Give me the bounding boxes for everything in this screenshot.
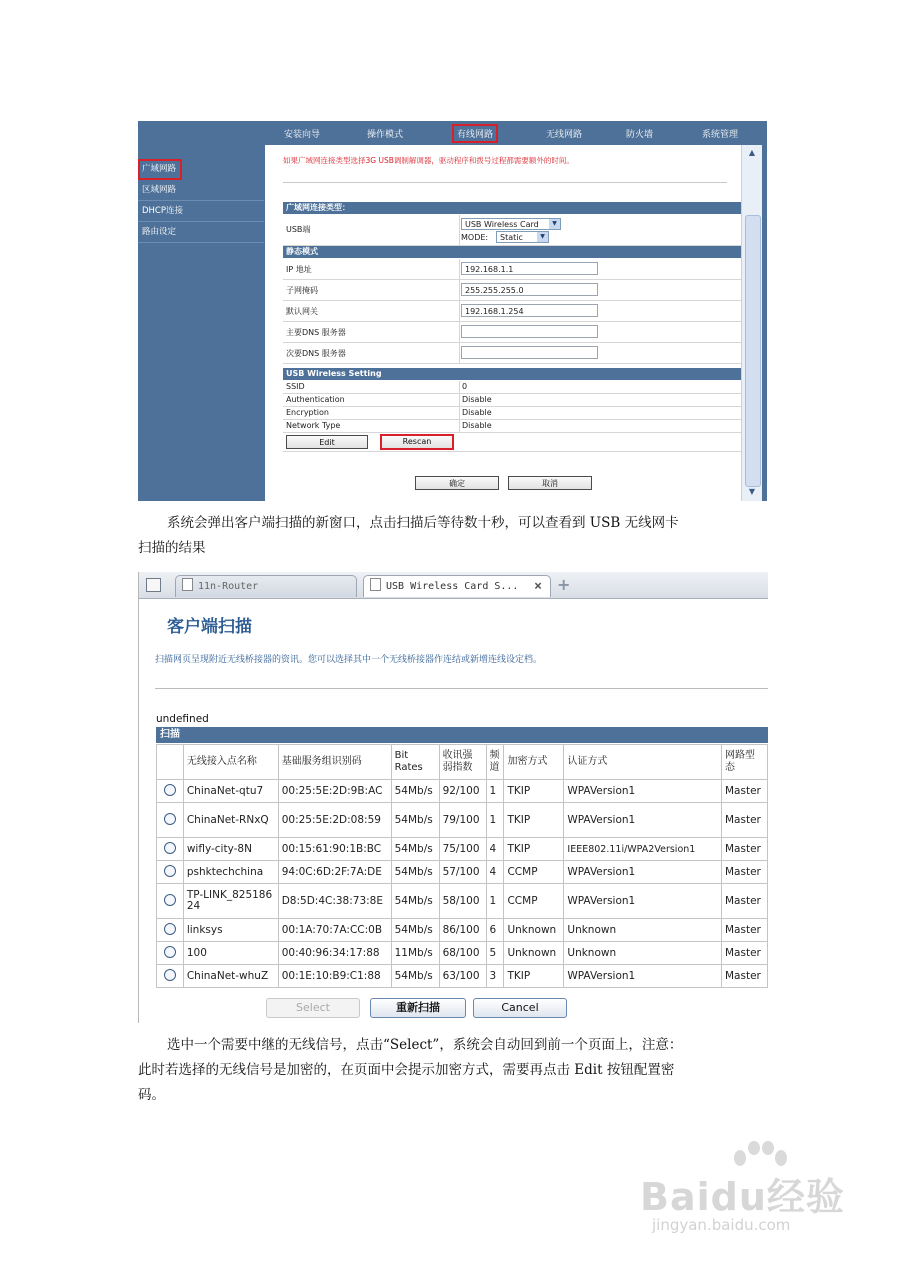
tab-router-title: 11n-Router <box>198 581 259 592</box>
tab-router[interactable] <box>175 575 357 597</box>
cell-bssid: 00:1E:10:B9:C1:88 <box>278 965 391 988</box>
ssid-label: SSID <box>286 382 305 391</box>
ok-button[interactable]: 确定 <box>415 476 499 490</box>
sidebar-item-lan[interactable]: 区域网路 <box>138 180 264 201</box>
sidebar-item-dhcp[interactable]: DHCP连接 <box>138 201 264 222</box>
paragraph-2-line-2: 此时若选择的无线信号是加密的，在页面中会提示加密方式，需要再点击 Edit 按钮配置密 <box>138 1062 675 1078</box>
table-row[interactable] <box>157 838 768 861</box>
authentication-value: Disable <box>462 395 492 404</box>
cell-bssid: 00:15:61:90:1B:BC <box>278 838 391 861</box>
scroll-down-icon[interactable]: ▼ <box>748 487 756 496</box>
ssid-row <box>283 381 745 394</box>
usb-device-select[interactable] <box>461 218 561 230</box>
watermark-brand: Baidu经验 <box>640 1175 845 1219</box>
cell-signal: 58/100 <box>439 884 486 919</box>
nav-wired-network[interactable]: 有线网路 <box>452 124 498 143</box>
select-button[interactable]: Select <box>266 998 360 1018</box>
cell-encryption: TKIP <box>504 965 564 988</box>
mode-label: MODE: <box>461 233 489 242</box>
header-auth: 认证方式 <box>564 745 722 780</box>
table-row[interactable] <box>157 942 768 965</box>
cell-signal: 92/100 <box>439 780 486 803</box>
chevron-down-icon: ▼ <box>549 219 560 229</box>
rescan-button[interactable]: 重新扫描 <box>370 998 466 1018</box>
header-ssid: 无线接入点名称 <box>183 745 278 780</box>
cell-network-type: Master <box>721 884 767 919</box>
page-description: 扫描网页呈现附近无线桥接器的资讯。您可以选择其中一个无线桥接器作连结或新增连线设定档。 <box>155 655 543 665</box>
cell-rate: 54Mb/s <box>391 884 439 919</box>
cell-channel: 4 <box>486 861 504 884</box>
cell-rate: 11Mb/s <box>391 942 439 965</box>
gateway-input[interactable]: 192.168.1.254 <box>461 304 598 317</box>
network-type-row <box>283 420 745 433</box>
table-row[interactable] <box>157 861 768 884</box>
primary-dns-input[interactable] <box>461 325 598 338</box>
cell-bssid: 00:25:5E:2D:9B:AC <box>278 780 391 803</box>
cell-bssid: 00:25:5E:2D:08:59 <box>278 803 391 838</box>
gateway-row <box>283 301 745 322</box>
router-admin-screenshot <box>138 121 767 501</box>
cell-encryption: CCMP <box>504 884 564 919</box>
usb-port-row <box>283 215 745 246</box>
secondary-dns-label: 次要DNS 服务器 <box>286 349 346 358</box>
subnet-mask-row <box>283 280 745 301</box>
cell-ssid: pshktechchina <box>183 861 278 884</box>
cell-rate: 54Mb/s <box>391 803 439 838</box>
nav-operation-mode[interactable]: 操作模式 <box>367 130 404 140</box>
cancel-button[interactable]: Cancel <box>473 998 567 1018</box>
nav-wireless-network[interactable]: 无线网路 <box>546 130 583 140</box>
authentication-label: Authentication <box>286 395 345 404</box>
paragraph-2-line-1: 选中一个需要中继的无线信号，点击“Select”，系统会自动回到前一个页面上，注意： <box>167 1037 683 1053</box>
browser-tab-bar <box>139 572 768 599</box>
cell-rate: 54Mb/s <box>391 780 439 803</box>
encryption-value: Disable <box>462 408 492 417</box>
chevron-down-icon: ▼ <box>537 232 548 242</box>
cell-encryption: CCMP <box>504 861 564 884</box>
tab-overview-icon[interactable] <box>146 578 161 592</box>
ip-address-input[interactable]: 192.168.1.1 <box>461 262 598 275</box>
cell-ssid: ChinaNet-RNxQ <box>183 803 278 838</box>
cell-channel: 5 <box>486 942 504 965</box>
nav-setup-wizard[interactable]: 安装向导 <box>284 130 321 140</box>
cell-network-type: Master <box>721 919 767 942</box>
subnet-mask-input[interactable]: 255.255.255.0 <box>461 283 598 296</box>
cell-auth: Unknown <box>564 919 722 942</box>
select-radio[interactable] <box>164 946 176 958</box>
header-network-type: 网路型态 <box>721 745 767 780</box>
wan-settings-panel <box>265 145 741 501</box>
cell-bssid: 00:1A:70:7A:CC:0B <box>278 919 391 942</box>
secondary-dns-row <box>283 343 745 364</box>
cell-network-type: Master <box>721 838 767 861</box>
divider <box>155 688 768 689</box>
ssid-value: 0 <box>462 382 468 391</box>
scan-window-screenshot <box>138 572 768 1023</box>
paragraph-2 <box>138 1033 778 1108</box>
encryption-row <box>283 407 745 420</box>
tab-scan-title: USB Wireless Card S... <box>386 581 519 592</box>
encryption-label: Encryption <box>286 408 329 417</box>
paragraph-2-line-3: 码。 <box>138 1087 165 1103</box>
select-radio[interactable] <box>164 784 176 796</box>
cell-channel: 6 <box>486 919 504 942</box>
close-icon[interactable]: × <box>534 579 542 594</box>
static-section-header: 静态模式 <box>283 246 745 258</box>
edit-button[interactable]: Edit <box>286 435 368 449</box>
cell-encryption: TKIP <box>504 803 564 838</box>
paragraph-1 <box>138 511 778 561</box>
sidebar-item-wan[interactable]: 广域网路 <box>138 159 182 180</box>
sidebar <box>138 159 264 243</box>
top-nav <box>264 121 767 145</box>
rescan-button[interactable]: Rescan <box>380 434 454 450</box>
cell-network-type: Master <box>721 780 767 803</box>
header-signal: 收讯强弱指数 <box>439 745 486 780</box>
usb-device-value: USB Wireless Card <box>465 220 539 229</box>
network-type-value: Disable <box>462 421 492 430</box>
cell-channel: 4 <box>486 838 504 861</box>
nav-system-admin[interactable]: 系统管理 <box>702 130 739 140</box>
sidebar-item-routing[interactable]: 路由设定 <box>138 222 264 243</box>
cell-rate: 54Mb/s <box>391 861 439 884</box>
table-row[interactable] <box>157 780 768 803</box>
cell-signal: 57/100 <box>439 861 486 884</box>
cell-ssid: 100 <box>183 942 278 965</box>
header-bssid: 基础服务组识别码 <box>278 745 391 780</box>
select-radio[interactable] <box>164 865 176 877</box>
cancel-button[interactable]: 取消 <box>508 476 592 490</box>
header-encryption: 加密方式 <box>504 745 564 780</box>
cell-auth: Unknown <box>564 942 722 965</box>
table-row[interactable] <box>157 803 768 838</box>
cell-auth: WPAVersion1 <box>564 965 722 988</box>
wan-section-header: 广域网连接类型： <box>283 202 745 214</box>
scroll-up-icon[interactable]: ▲ <box>748 148 756 157</box>
baidu-jingyan-watermark <box>640 1140 860 1250</box>
primary-dns-label: 主要DNS 服务器 <box>286 328 346 337</box>
ip-address-label: IP 地址 <box>286 265 312 274</box>
network-type-label: Network Type <box>286 421 341 430</box>
cell-bssid: 00:40:96:34:17:88 <box>278 942 391 965</box>
cell-network-type: Master <box>721 861 767 884</box>
gateway-label: 默认网关 <box>286 307 318 316</box>
cell-auth: WPAVersion1 <box>564 884 722 919</box>
nav-firewall[interactable]: 防火墙 <box>626 130 654 140</box>
cell-signal: 68/100 <box>439 942 486 965</box>
scan-results-table <box>156 744 768 988</box>
page-icon <box>182 578 193 591</box>
cell-signal: 86/100 <box>439 919 486 942</box>
form-area <box>283 202 745 501</box>
tab-scan[interactable] <box>363 575 551 597</box>
paragraph-1-line-1: 系统会弹出客户端扫描的新窗口，点击扫描后等待数十秒，可以查看到 USB 无线网卡 <box>167 515 679 531</box>
undefined-text: undefined <box>156 713 209 725</box>
cell-auth: WPAVersion1 <box>564 780 722 803</box>
cell-rate: 54Mb/s <box>391 838 439 861</box>
cell-ssid: linksys <box>183 919 278 942</box>
cell-ssid: TP-LINK_82518624 <box>183 884 278 919</box>
usb-wireless-section-header: USB Wireless Setting <box>283 368 745 380</box>
mode-value: Static <box>500 233 523 242</box>
cell-encryption: TKIP <box>504 780 564 803</box>
table-row[interactable] <box>157 919 768 942</box>
scrollbar[interactable] <box>741 145 762 501</box>
secondary-dns-input[interactable] <box>461 346 598 359</box>
divider <box>283 182 727 183</box>
table-row[interactable] <box>157 965 768 988</box>
cell-network-type: Master <box>721 965 767 988</box>
notice-text: 如果广域网连接类型选择3G USB调制解调器，驱动程序和拨号过程都需要额外的时间。 <box>283 156 574 165</box>
cell-channel: 1 <box>486 884 504 919</box>
cell-ssid: ChinaNet-qtu7 <box>183 780 278 803</box>
subnet-mask-label: 子网掩码 <box>286 286 318 295</box>
cell-ssid: wifly-city-8N <box>183 838 278 861</box>
usb-buttons-row <box>283 433 745 452</box>
paragraph-1-line-2: 扫描的结果 <box>138 540 206 556</box>
select-radio[interactable] <box>164 842 176 854</box>
cell-rate: 54Mb/s <box>391 965 439 988</box>
cell-ssid: ChinaNet-whuZ <box>183 965 278 988</box>
cell-auth: WPAVersion1 <box>564 861 722 884</box>
page-title: 客户端扫描 <box>167 617 252 637</box>
cell-signal: 63/100 <box>439 965 486 988</box>
new-tab-icon[interactable]: + <box>557 575 571 594</box>
ip-address-row <box>283 259 745 280</box>
cell-encryption: TKIP <box>504 838 564 861</box>
cell-channel: 1 <box>486 780 504 803</box>
cell-auth: IEEE802.11i/WPA2Version1 <box>564 838 722 861</box>
cell-encryption: Unknown <box>504 942 564 965</box>
cell-bssid: D8:5D:4C:38:73:8E <box>278 884 391 919</box>
header-radio <box>157 745 184 780</box>
select-radio[interactable] <box>164 813 176 825</box>
select-radio[interactable] <box>164 969 176 981</box>
primary-dns-row <box>283 322 745 343</box>
cell-rate: 54Mb/s <box>391 919 439 942</box>
authentication-row <box>283 394 745 407</box>
scroll-thumb[interactable] <box>745 215 761 487</box>
mode-select[interactable] <box>496 231 549 243</box>
page-icon <box>370 578 381 591</box>
cell-encryption: Unknown <box>504 919 564 942</box>
select-radio[interactable] <box>164 923 176 935</box>
cell-signal: 79/100 <box>439 803 486 838</box>
table-header-row <box>157 745 768 780</box>
cell-bssid: 94:0C:6D:2F:7A:DE <box>278 861 391 884</box>
header-bit-rates: Bit Rates <box>391 745 439 780</box>
cell-signal: 75/100 <box>439 838 486 861</box>
cell-channel: 1 <box>486 803 504 838</box>
header-channel: 频道 <box>486 745 504 780</box>
table-row[interactable] <box>157 884 768 919</box>
cell-network-type: Master <box>721 942 767 965</box>
select-radio[interactable] <box>164 894 176 906</box>
watermark-url: jingyan.baidu.com <box>652 1216 791 1234</box>
scan-section-header: 扫描 <box>156 727 768 743</box>
usb-port-label: USB端 <box>286 225 311 234</box>
cell-auth: WPAVersion1 <box>564 803 722 838</box>
cell-channel: 3 <box>486 965 504 988</box>
cell-network-type: Master <box>721 803 767 838</box>
